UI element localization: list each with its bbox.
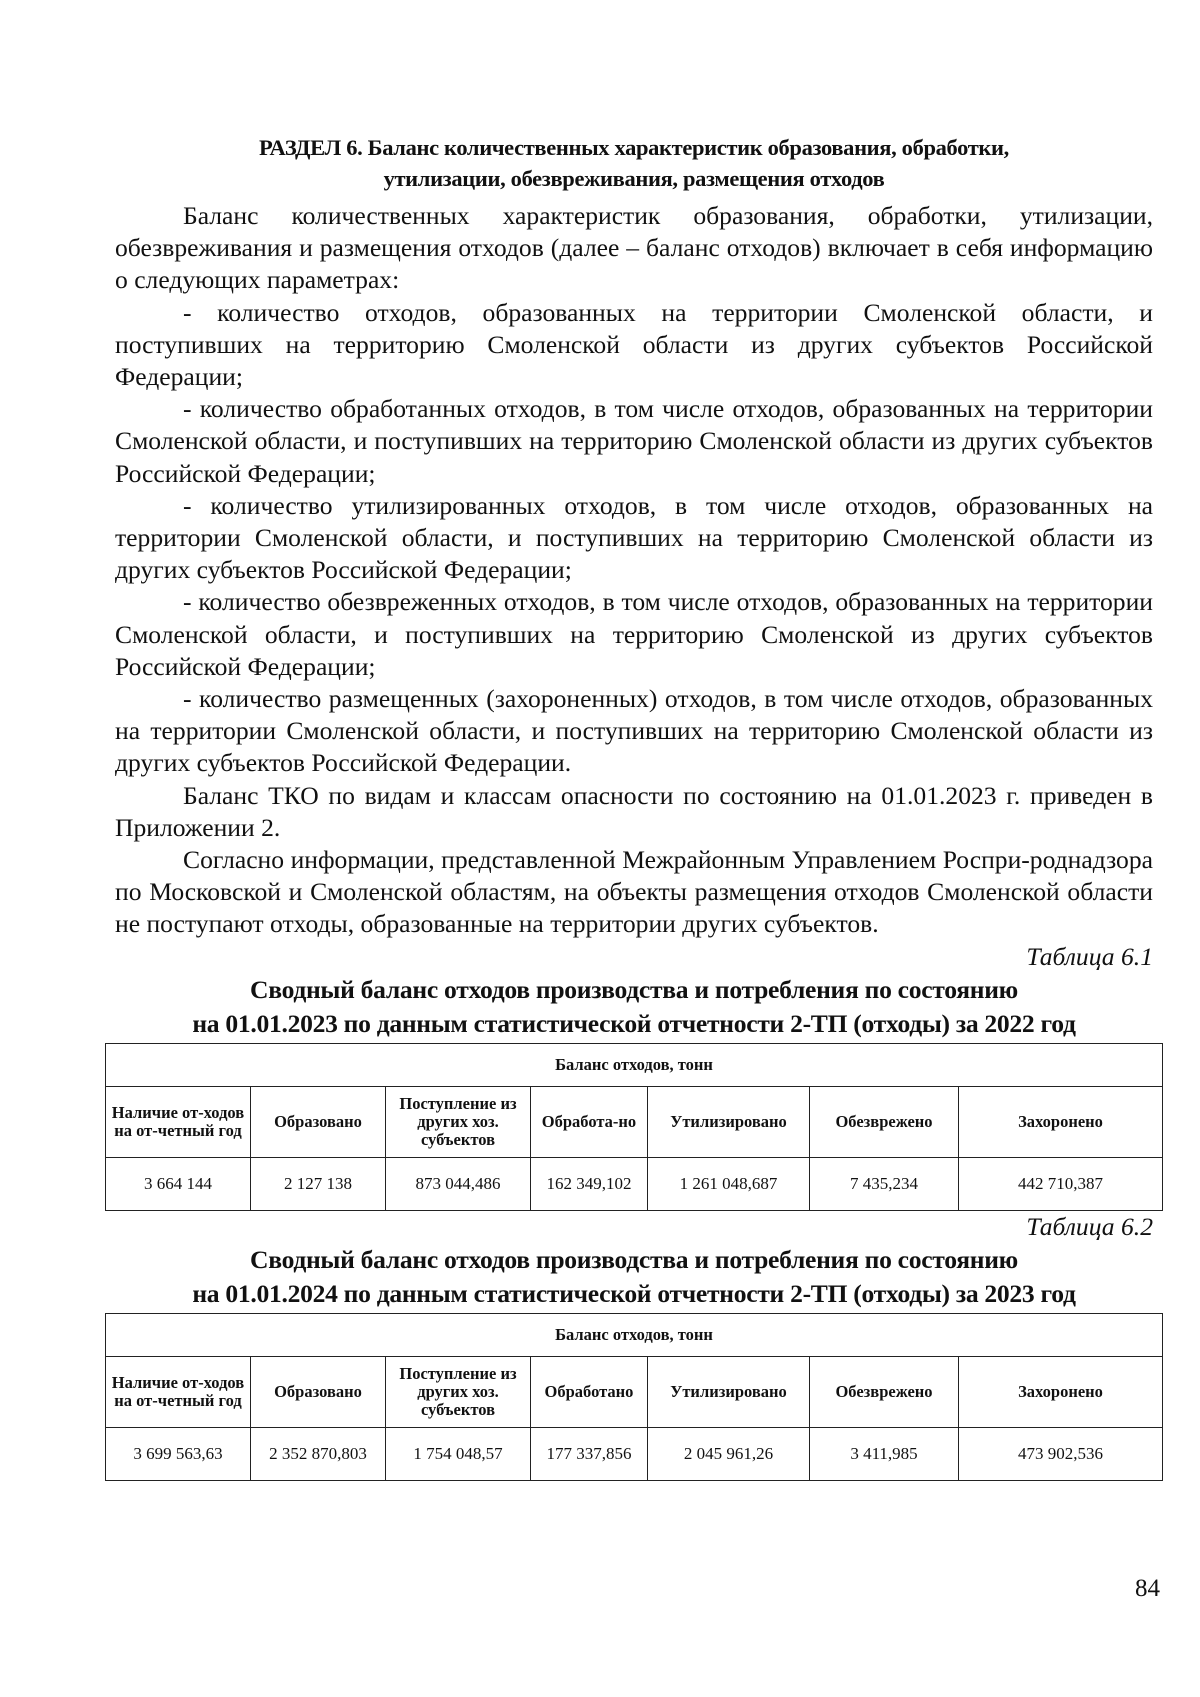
table-cell: 162 349,102 bbox=[531, 1157, 648, 1210]
table-cell: 177 337,856 bbox=[531, 1427, 648, 1480]
table-span-header: Баланс отходов, тонн bbox=[106, 1313, 1163, 1356]
table-span-header: Баланс отходов, тонн bbox=[106, 1043, 1163, 1086]
column-header: Образовано bbox=[251, 1086, 386, 1157]
table-cell: 3 699 563,63 bbox=[106, 1427, 251, 1480]
column-header: Наличие от-ходов на от-четный год bbox=[106, 1086, 251, 1157]
section-heading bbox=[115, 132, 1153, 194]
balance-table-2023 bbox=[105, 1313, 1163, 1481]
balance-table-2022 bbox=[105, 1043, 1163, 1211]
column-header: Обезврежено bbox=[810, 1086, 959, 1157]
table-cell: 442 710,387 bbox=[959, 1157, 1163, 1210]
column-header: Утилизировано bbox=[648, 1086, 810, 1157]
paragraph: - количество обезвреженных отходов, в том числе отходов, образованных на территории Смоленской области, и поступивших на территорию Смоленской из других субъектов Российской Федерации; bbox=[115, 587, 1153, 681]
table-cell: 473 902,536 bbox=[959, 1427, 1163, 1480]
column-header: Захоронено bbox=[959, 1356, 1163, 1427]
paragraph: Баланс ТКО по видам и классам опасности по состоянию на 01.01.2023 г. приведен в Приложении 2. bbox=[115, 780, 1153, 842]
table-title-line1: Сводный баланс отходов производства и потребления по состоянию bbox=[250, 974, 1018, 1004]
table-cell: 3 411,985 bbox=[810, 1427, 959, 1480]
table-cell: 873 044,486 bbox=[386, 1157, 531, 1210]
table-cell: 1 754 048,57 bbox=[386, 1427, 531, 1480]
table-row bbox=[106, 1427, 1163, 1480]
paragraph: - количество размещенных (захороненных) отходов, в том числе отходов, образованных на территории Смоленской области, и поступивших на территорию Смоленской области из других субъектов Российской Федерации. bbox=[115, 684, 1153, 778]
column-header: Обработа-но bbox=[531, 1086, 648, 1157]
document-page bbox=[111, 132, 1153, 1481]
table-cell: 7 435,234 bbox=[810, 1157, 959, 1210]
column-header: Наличие от-ходов на от-четный год bbox=[106, 1356, 251, 1427]
table-caption: Таблица 6.2 bbox=[1026, 1211, 1153, 1241]
paragraph: - количество обработанных отходов, в том числе отходов, образованных на территории Смоленской области, и поступивших на территорию Смоленской области из других субъектов Российской Федерации; bbox=[115, 394, 1153, 488]
table-row bbox=[106, 1157, 1163, 1210]
paragraph: Согласно информации, представленной Межрайонным Управлением Роспри-роднадзора по Московской и Смоленской областям, на объекты размещения отходов Смоленской области не поступают отходы, образованные на территории других субъектов. bbox=[115, 845, 1153, 939]
column-header: Поступление из других хоз. субъектов bbox=[386, 1086, 531, 1157]
section-heading-line2: утилизации, обезвреживания, размещения отходов bbox=[383, 166, 885, 191]
paragraph: - количество утилизированных отходов, в том числе отходов, образованных на территории Смоленской области, и поступивших на территорию Смоленской области из других субъектов Российской Федерации; bbox=[115, 490, 1153, 585]
table-title-line1: Сводный баланс отходов производства и потребления по состоянию bbox=[250, 1244, 1018, 1274]
column-header: Поступление из других хоз. субъектов bbox=[386, 1356, 531, 1427]
table-title bbox=[115, 973, 1153, 1041]
table-cell: 1 261 048,687 bbox=[648, 1157, 810, 1210]
column-header: Обработано bbox=[531, 1356, 648, 1427]
paragraph: Баланс количественных характеристик образования, обработки, утилизации, обезвреживания и размещения отходов (далее – баланс отходов) включает в себя информацию о следующих параметрах: bbox=[115, 201, 1153, 295]
table-title-line2: на 01.01.2023 по данным статистической отчетности 2-ТП (отходы) за 2022 год bbox=[192, 1008, 1076, 1038]
paragraph: - количество отходов, образованных на территории Смоленской области, и поступивших на территорию Смоленской области из других субъектов Российской Федерации; bbox=[115, 297, 1153, 392]
table-cell: 2 352 870,803 bbox=[251, 1427, 386, 1480]
table-title-line2: на 01.01.2024 по данным статистической отчетности 2-ТП (отходы) за 2023 год bbox=[192, 1278, 1076, 1308]
page-number: 84 bbox=[1135, 1575, 1160, 1602]
table-cell: 2 127 138 bbox=[251, 1157, 386, 1210]
table-cell: 2 045 961,26 bbox=[648, 1427, 810, 1480]
section-heading-line1: РАЗДЕЛ 6. Баланс количественных характеристик образования, обработки, bbox=[259, 135, 1009, 160]
table-caption: Таблица 6.1 bbox=[1026, 941, 1153, 971]
table-title bbox=[115, 1243, 1153, 1311]
column-header: Утилизировано bbox=[648, 1356, 810, 1427]
column-header: Обезврежено bbox=[810, 1356, 959, 1427]
column-header: Образовано bbox=[251, 1356, 386, 1427]
column-header: Захоронено bbox=[959, 1086, 1163, 1157]
table-cell: 3 664 144 bbox=[106, 1157, 251, 1210]
